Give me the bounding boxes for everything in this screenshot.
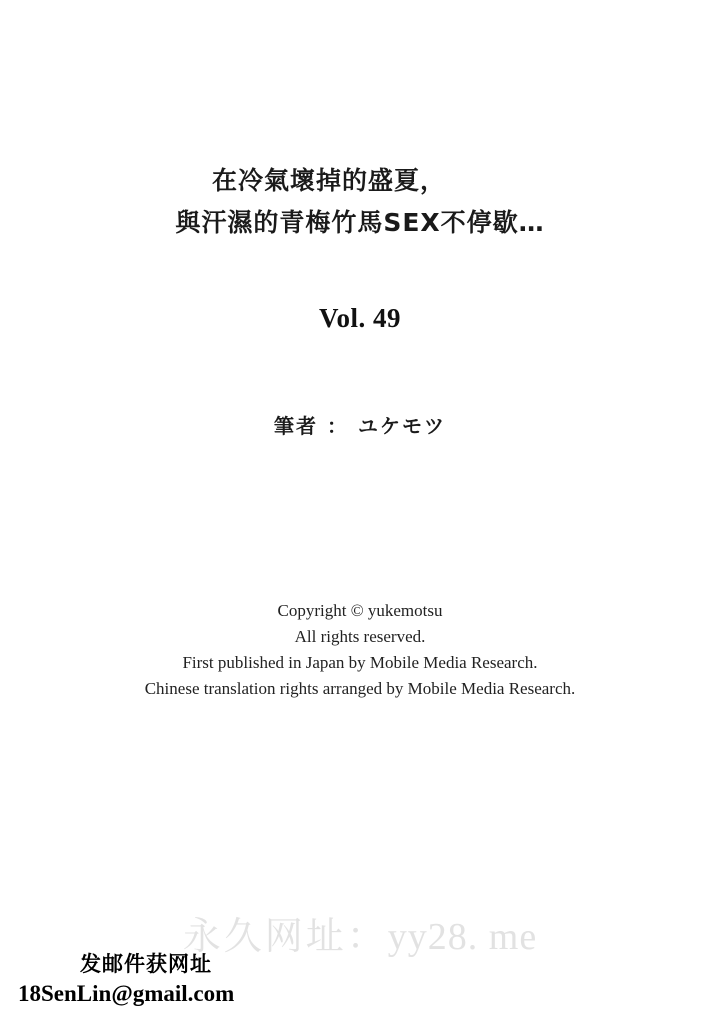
copyright-line-2: All rights reserved. — [294, 627, 426, 646]
page-title — [0, 160, 720, 244]
copyright-line-1: Copyright © yukemotsu — [277, 601, 443, 620]
watermark-prefix: 永久网址： — [182, 916, 388, 958]
contact-stamp — [18, 949, 234, 1009]
copyright-block — [0, 598, 720, 702]
copyright-line-4: Chinese translation rights arranged by Mobile Media Research. — [144, 679, 576, 698]
volume-label: Vol. 49 — [318, 303, 402, 333]
copyright-line-3: First published in Japan by Mobile Media Research. — [182, 653, 538, 672]
watermark-address: yy28. me — [387, 916, 538, 958]
title-line-2: 與汗濕的青梅竹馬SEX不停歇… — [175, 208, 545, 237]
title-line-1: 在冷氣壞掉的盛夏， — [211, 166, 446, 195]
contact-notice: 发邮件获网址 — [80, 952, 212, 976]
contact-email: 18SenLin@gmail.com — [18, 981, 235, 1006]
author-label: 筆者 ： ユケモツ — [274, 414, 446, 438]
